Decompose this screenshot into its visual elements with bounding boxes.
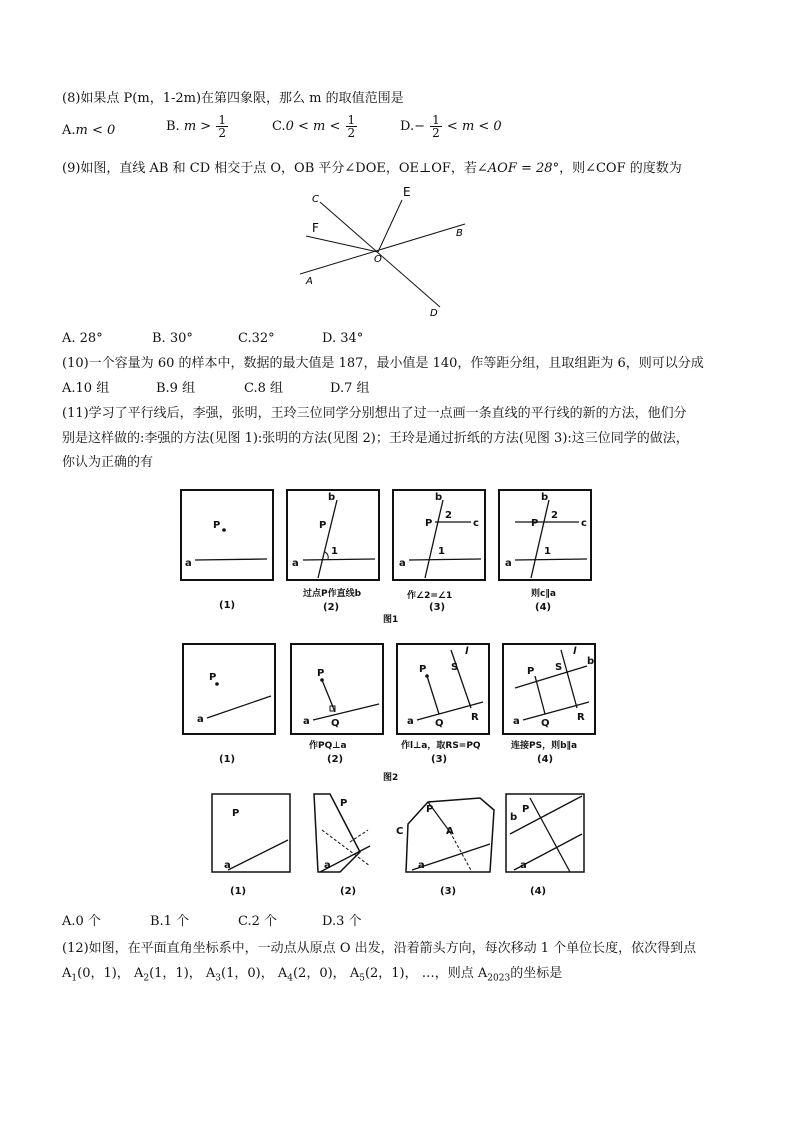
panel-1-number: (1) bbox=[230, 886, 247, 897]
label-c: C bbox=[396, 826, 404, 837]
label-a: a bbox=[197, 714, 204, 725]
line-b bbox=[531, 500, 549, 578]
angle-1-label: 1 bbox=[331, 546, 338, 557]
line-a bbox=[195, 559, 267, 560]
label-a: a bbox=[505, 558, 512, 569]
fold-crease bbox=[530, 798, 570, 872]
panel-2-caption: 作PQ⊥a bbox=[309, 741, 347, 751]
point-p bbox=[215, 682, 219, 686]
panel-2-caption: 过点P作直线b bbox=[303, 589, 362, 599]
q11-option-d: D.3 个 bbox=[322, 914, 362, 929]
panel-3-caption: 作l⊥a，取RS=PQ bbox=[401, 741, 481, 751]
ray-of bbox=[306, 236, 378, 252]
q12-line2: $A_1(0$，1)， $A_2(1$，1)， $A_3(1$，0)， $A_4(2$，0)， $A_5(2$，1)， …，则点 $A_{2023}$的坐标是 bbox=[62, 966, 563, 984]
label-a: a bbox=[418, 860, 425, 871]
label-a: a bbox=[292, 558, 299, 569]
label-p: P bbox=[213, 520, 221, 531]
fold-line bbox=[450, 832, 472, 872]
label-p: P bbox=[209, 672, 217, 683]
panel-1-number: (1) bbox=[219, 600, 236, 611]
q8-option-a: A.m < 0 bbox=[62, 123, 116, 138]
label-b: b bbox=[328, 492, 336, 503]
q11-line2: 别是这样做的:李强的方法(见图 1):张明的方法(见图 2)；王玲是通过折纸的方法(见图 3):这三位同学的做法， bbox=[62, 431, 689, 446]
panel-4-number: (4) bbox=[537, 754, 554, 765]
panel-3-number: (3) bbox=[431, 754, 448, 765]
q11-line1: (11)学习了平行线后，李强，张明，王玲三位同学分别想出了过一点画一条直线的平行线的新的方法，他们分 bbox=[62, 406, 687, 421]
panel-4-frame bbox=[499, 490, 591, 580]
label-l: l bbox=[465, 646, 469, 657]
panel-3-number: (3) bbox=[440, 886, 457, 897]
q9-option-a: A. 28° bbox=[62, 331, 103, 346]
label-q: Q bbox=[435, 718, 444, 729]
panel-1-number: (1) bbox=[219, 754, 236, 765]
label-p: P bbox=[340, 798, 348, 809]
label-p: P bbox=[425, 518, 433, 529]
q9-figure bbox=[300, 182, 510, 322]
panel-4-caption: 连接PS，则b∥a bbox=[511, 741, 578, 751]
label-b: b bbox=[587, 656, 595, 667]
figure-1-title: 图1 bbox=[383, 615, 399, 625]
line-a bbox=[228, 840, 288, 870]
line-l bbox=[561, 650, 577, 708]
panel-3-number: (3) bbox=[429, 602, 446, 613]
label-s: S bbox=[555, 662, 563, 673]
q11-option-c: C.2 个 bbox=[238, 914, 278, 929]
angle-1-label: 1 bbox=[544, 546, 551, 557]
label-p: P bbox=[522, 804, 530, 815]
q11-option-b: B.1 个 bbox=[150, 914, 190, 929]
panel-3-frame bbox=[393, 490, 485, 580]
label-a: A bbox=[306, 276, 313, 287]
segment-pq bbox=[427, 676, 439, 714]
q10-option-d: D.7 组 bbox=[330, 381, 370, 396]
panel-4-number: (4) bbox=[530, 886, 547, 897]
q10-option-b: B.9 组 bbox=[156, 381, 196, 396]
label-o: O bbox=[374, 254, 382, 265]
label-p: P bbox=[317, 668, 325, 679]
label-a: a bbox=[224, 860, 231, 871]
q8-option-d: D.− $\frac{1}{2}$ < m < 0 bbox=[400, 113, 502, 140]
q12-line1: (12)如图，在平面直角坐标系中，一动点从原点 O 出发，沿着箭头方向，每次移动 1 个单位长度，依次得到点 bbox=[62, 941, 697, 956]
line-a bbox=[515, 559, 587, 560]
point-a5: $A_5(2$，1)， bbox=[349, 966, 418, 984]
label-a: a bbox=[513, 716, 520, 727]
segment-pq bbox=[535, 676, 545, 714]
label-b: B bbox=[456, 228, 463, 239]
q10-stem: (10)一个容量为 60 的样本中，数据的最大值是 187，最小值是 140，作等距分组，且取组距为 6，则可以分成 bbox=[62, 356, 704, 371]
q10-option-c: C.8 组 bbox=[244, 381, 284, 396]
line-b bbox=[318, 500, 337, 578]
label-p: P bbox=[232, 808, 240, 819]
q9-option-d: D. 34° bbox=[322, 331, 364, 346]
fold-line bbox=[350, 830, 368, 842]
label-r: R bbox=[577, 712, 585, 723]
fraction: $\frac{1}{2}$ bbox=[347, 113, 356, 140]
label-f: F bbox=[312, 221, 319, 235]
q10-option-a: A.10 组 bbox=[62, 381, 110, 396]
segment-pq bbox=[322, 680, 335, 712]
label-p: P bbox=[426, 804, 434, 815]
fraction: $\frac{1}{2}$ bbox=[218, 113, 226, 140]
label-e: E bbox=[403, 185, 411, 199]
label-p: P bbox=[319, 520, 327, 531]
panel-2-number: (2) bbox=[323, 602, 340, 613]
point-a1: $A_1(0$，1)， bbox=[62, 966, 130, 984]
label-a-point: A bbox=[446, 826, 454, 837]
figure-1 bbox=[175, 486, 615, 626]
q8-stem: (8)如果点 P(m，1-2m)在第四象限，那么 m 的取值范围是 bbox=[62, 91, 404, 106]
point-a4: $A_4(2$，0)， bbox=[277, 966, 346, 984]
panel-2-number: (2) bbox=[340, 886, 357, 897]
q9-stem: (9)如图，直线 AB 和 CD 相交于点 O，OB 平分∠DOE，OE⊥OF，若∠AOF = 28°，则∠COF 的度数为 bbox=[62, 161, 682, 176]
label-a: a bbox=[407, 716, 414, 727]
label-p: P bbox=[419, 664, 427, 675]
panel-1-frame bbox=[181, 490, 273, 580]
label-s: S bbox=[451, 662, 459, 673]
line-ab bbox=[300, 224, 465, 274]
label-b: b bbox=[541, 492, 549, 503]
label-a: a bbox=[399, 558, 406, 569]
fraction: $\frac{1}{2}$ bbox=[432, 113, 440, 140]
label-p: P bbox=[531, 518, 539, 529]
angle-1-arc bbox=[325, 552, 328, 559]
label-q: Q bbox=[331, 718, 340, 729]
panel-2-number: (2) bbox=[327, 754, 344, 765]
angle-2-label: 2 bbox=[551, 510, 558, 521]
q9-option-c: C.32° bbox=[238, 331, 275, 346]
label-r: R bbox=[471, 712, 479, 723]
folded-paper bbox=[314, 794, 360, 872]
label-l: l bbox=[573, 646, 577, 657]
point-a3: $A_3(1$，0)， bbox=[205, 966, 274, 984]
line-a bbox=[313, 704, 379, 720]
label-a: a bbox=[324, 860, 331, 871]
q8-option-b: B. m > $\frac{1}{2}$ bbox=[166, 113, 226, 140]
panel-2-frame bbox=[287, 490, 379, 580]
label-b: b bbox=[435, 492, 443, 503]
label-c: C bbox=[312, 194, 319, 205]
line-l bbox=[451, 650, 471, 708]
line-b bbox=[425, 500, 443, 578]
q9-option-b: B. 30° bbox=[152, 331, 193, 346]
panel-3-caption: 作∠2=∠1 bbox=[407, 591, 453, 601]
figure-3 bbox=[200, 790, 600, 902]
line-a bbox=[303, 559, 375, 560]
label-a: a bbox=[303, 716, 310, 727]
angle-2-label: 2 bbox=[445, 510, 452, 521]
label-a: a bbox=[185, 558, 192, 569]
point-a2: $A_2(1$，1)， bbox=[133, 966, 202, 984]
panel-4-frame bbox=[506, 794, 584, 872]
label-a: a bbox=[520, 860, 527, 871]
line-a bbox=[207, 696, 271, 718]
line-b bbox=[515, 666, 587, 688]
q11-option-a: A.0 个 bbox=[62, 914, 101, 929]
panel-4-number: (4) bbox=[535, 602, 552, 613]
label-d: D bbox=[430, 308, 438, 319]
label-c: c bbox=[581, 518, 587, 529]
label-p: P bbox=[527, 666, 535, 677]
panel-4-caption: 则c∥a bbox=[531, 589, 556, 599]
label-b: b bbox=[510, 812, 518, 823]
q8-option-c: C.0 < m < $\frac{1}{2}$ bbox=[272, 113, 356, 140]
label-c: c bbox=[473, 518, 479, 529]
point-p bbox=[222, 528, 226, 532]
q11-line3: 你认为正确的有 bbox=[62, 455, 154, 470]
figure-2-title: 图2 bbox=[383, 773, 399, 783]
figure-2 bbox=[175, 640, 615, 784]
label-q: Q bbox=[541, 718, 550, 729]
angle-1-label: 1 bbox=[438, 546, 445, 557]
line-a bbox=[409, 559, 481, 560]
